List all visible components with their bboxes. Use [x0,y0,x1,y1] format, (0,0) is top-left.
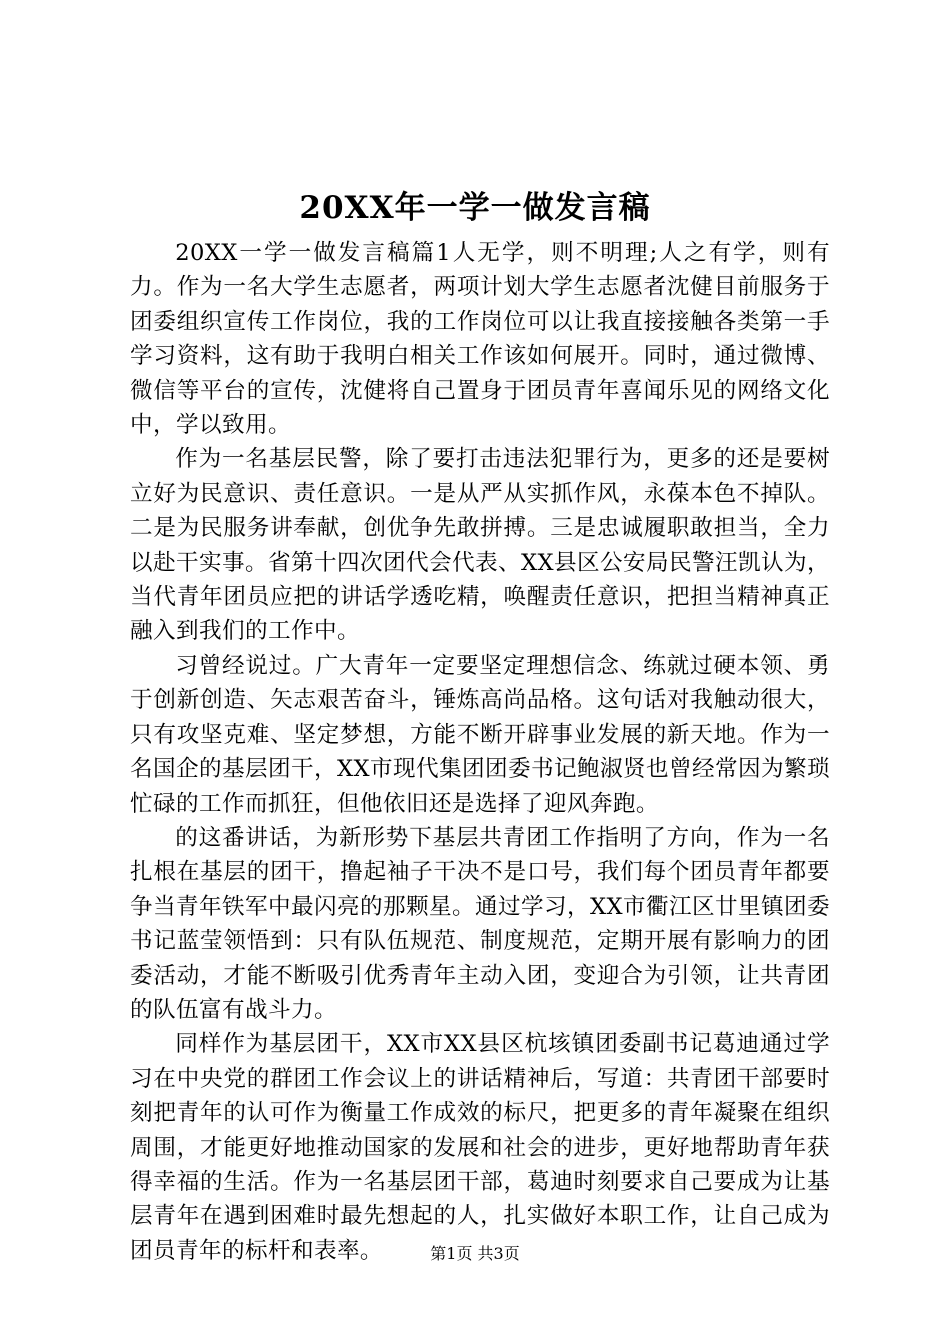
page-footer: 第1页 共3页 [430,1244,520,1263]
paragraph-1: 20XX一学一做发言稿篇1人无学，则不明理;人之有学，则有力。作为一名大学生志愿者，两项计划大学生志愿者沈健目前服务于团委组织宣传工作岗位，我的工作岗位可以让我直接接触各类第一手学习资料，这有助于我明白相关工作该如何展开。同时，通过微博、微信等平台的宣传，沈健将自己置身于团员青年喜闻乐见的网络文化中，学以致用。 [130,240,830,439]
document-body [130,236,830,1268]
paragraph-3: 习曾经说过。广大青年一定要坚定理想信念、练就过硬本领、勇于创新创造、矢志艰苦奋斗，锤炼高尚品格。这句话对我触动很大，只有攻坚克难、坚定梦想，方能不断开辟事业发展的新天地。作为一名国企的基层团干，XX市现代集团团委书记鲍淑贤也曾经常因为繁琐忙碌的工作而抓狂，但他依旧还是选择了迎风奔跑。 [130,652,830,817]
paragraph-4: 的这番讲话，为新形势下基层共青团工作指明了方向，作为一名扎根在基层的团干，撸起袖子干决不是口号，我们每个团员青年都要争当青年铁军中最闪亮的那颗星。通过学习，XX市衢江区廿里镇团委书记蓝莹领悟到：只有队伍规范、制度规范，定期开展有影响力的团委活动，才能不断吸引优秀青年主动入团，变迎合为引领，让共青团的队伍富有战斗力。 [130,824,830,1023]
document-title: 20XX年一学一做发言稿 [299,190,651,226]
paragraph-2: 作为一名基层民警，除了要打击违法犯罪行为，更多的还是要树立好为民意识、责任意识。一是从严从实抓作风，永葆本色不掉队。二是为民服务讲奉献，创优争先敢拼搏。三是忠诚履职敢担当，全力以赴干实事。省第十四次团代会代表、XX县区公安局民警汪凯认为，当代青年团员应把的讲话学透吃精，唤醒责任意识，把担当精神真正融入到我们的工作中。 [130,446,830,645]
paragraph-5: 同样作为基层团干，XX市XX县区杭垓镇团委副书记葛迪通过学习在中央党的群团工作会议上的讲话精神后，写道：共青团干部要时刻把青年的认可作为衡量工作成效的标尺，把更多的青年凝聚在组织周围，才能更好地推动国家的发展和社会的进步，更好地帮助青年获得幸福的生活。作为一名基层团干部，葛迪时刻要求自己要成为让基层青年在遇到困难时最先想起的人，扎实做好本职工作，让自己成为团员青年的标杆和表率。 [130,1031,830,1264]
